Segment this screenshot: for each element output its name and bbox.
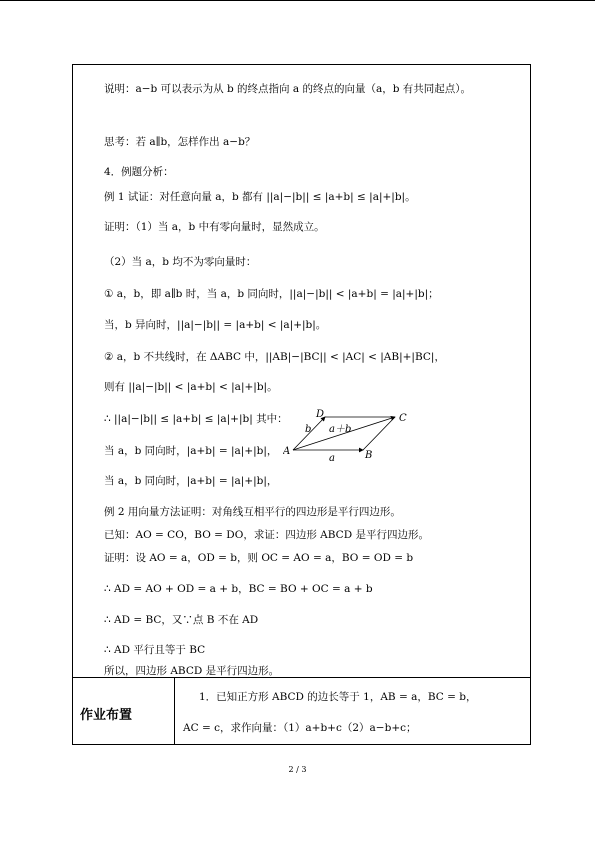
page-number: 2 / 3: [288, 765, 307, 774]
homework-line-1: 1．已知正方形 ABCD 的边长等于 1，AB = a，BC = b，: [199, 691, 477, 703]
proof-equality-2: 当 a，b 同向时，|a+b| = |a|+|b|，: [104, 475, 278, 487]
example1-statement: 例 1 试证：对任意向量 a，b 都有 ||a|−|b|| ≤ |a+b| ≤ |a|+|b|。: [104, 191, 416, 203]
proof-step-noncollinear: ② a，b 不共线时，在 ΔABC 中，||AB|−|BC|| < |AC| < |AB|+|BC|，: [104, 351, 445, 363]
think-line: 思考：若 a∥b，怎样作出 a−b？: [104, 136, 256, 148]
explanation-line: 说明：a−b 可以表示为从 b 的终点指向 a 的终点的向量（a，b 有共同起点）。: [104, 83, 472, 95]
example2-proof-1: 证明：设 AO = a，OD = b，则 OC = AO = a，BO = OD = b: [104, 552, 414, 564]
proof-step-collinear: ① a，b，即 a∥b 时，当 a，b 同向时，||a|−|b|| < |a+b| = |a|+|b|；: [104, 288, 439, 300]
parallelogram-figure: [283, 408, 413, 463]
proof-step-opposite: 当，b 异向时，||a|−|b|| = |a+b| < |a|+|b|。: [104, 319, 327, 331]
proof-conclusion: ∴ ||a|−|b|| ≤ |a+b| ≤ |a|+|b| 其中：: [104, 413, 288, 425]
homework-column-divider: [174, 677, 175, 745]
section-heading: 4．例题分析：: [104, 166, 174, 178]
proof-equality-1: 当 a，b 同向时，|a+b| = |a|+|b|，: [104, 445, 278, 457]
label-b-point: B: [365, 450, 373, 461]
label-vec-b: b: [305, 424, 312, 435]
label-a-point: A: [283, 446, 291, 457]
homework-line-2: AC = c，求作向量：（1）a+b+c（2）a−b+c；: [183, 722, 417, 734]
homework-label: 作业布置: [80, 708, 133, 723]
example2-given: 已知：AO = CO，BO = DO，求证：四边形 ABCD 是平行四边形。: [104, 529, 429, 541]
proof-case1: 证明：（1）当 a，b 中有零向量时，显然成立。: [104, 221, 325, 233]
label-c: C: [399, 413, 407, 424]
label-vec-a: a: [329, 453, 335, 463]
example2-proof-4: ∴ AD 平行且等于 BC: [104, 644, 206, 656]
example2-proof-3: ∴ AD = BC，又∵点 B 不在 AD: [104, 614, 259, 626]
top-rule: [0, 0, 595, 1]
example2-statement: 例 2 用向量方法证明：对角线互相平行的四边形是平行四边形。: [104, 506, 401, 518]
proof-step-result: 则有 ||a|−|b|| < |a+b| < |a|+|b|。: [104, 381, 278, 393]
example2-conclusion: 所以，四边形 ABCD 是平行四边形。: [104, 665, 280, 677]
label-vec-sum: a＋b: [329, 424, 352, 435]
label-d: D: [316, 409, 325, 420]
example2-proof-2: ∴ AD = AO + OD = a + b，BC = BO + OC = a + b: [104, 583, 373, 595]
proof-case2: （2）当 a，b 均不为零向量时：: [104, 256, 257, 268]
